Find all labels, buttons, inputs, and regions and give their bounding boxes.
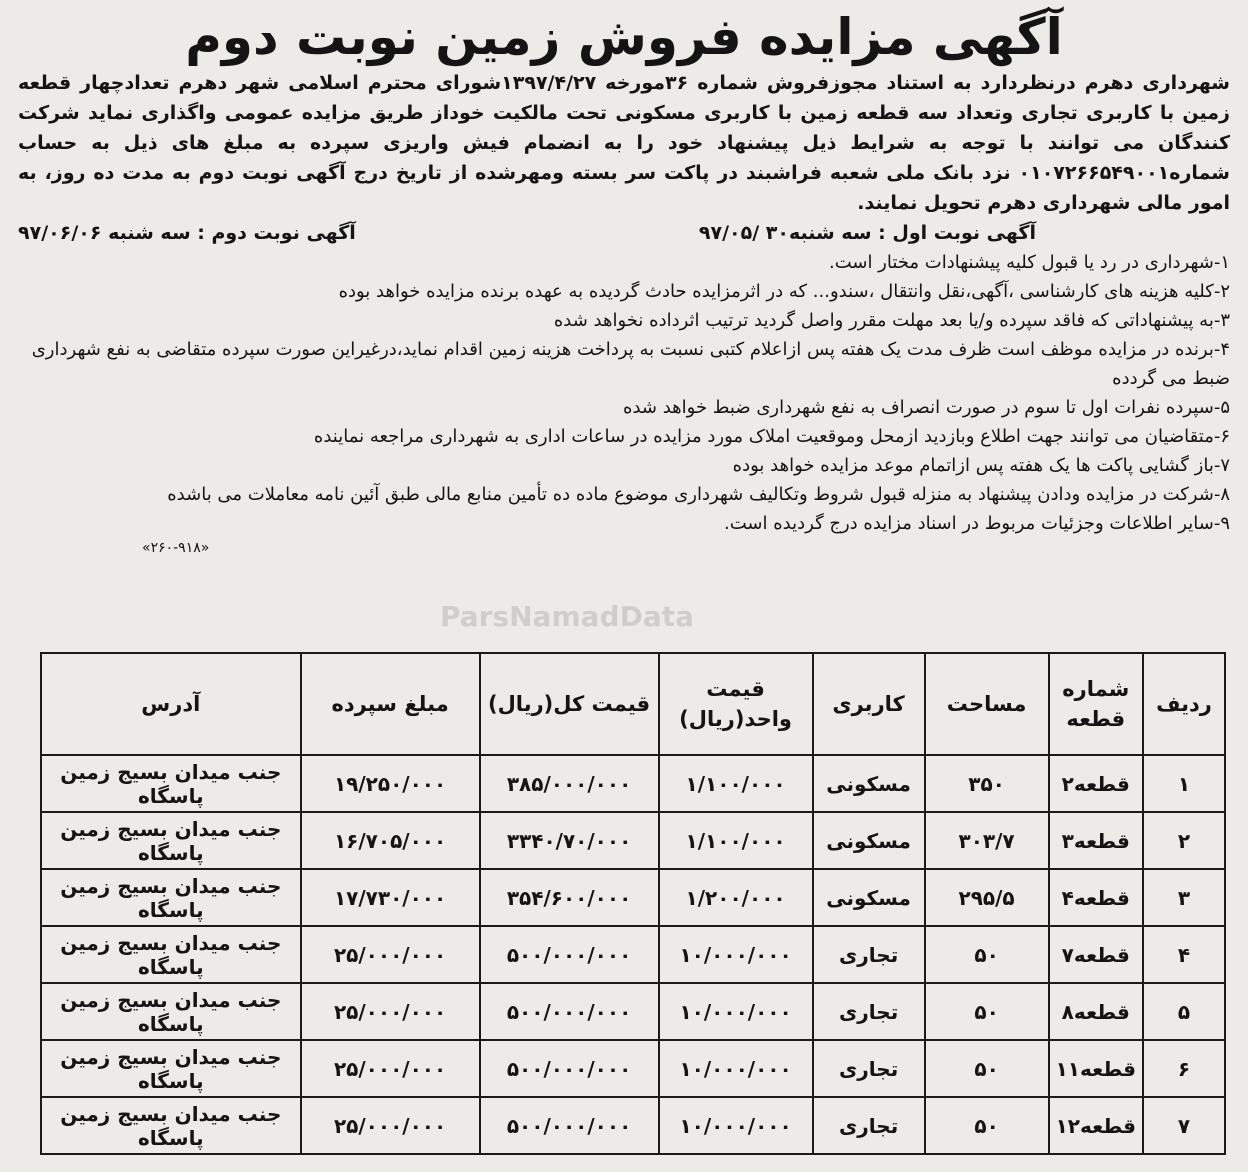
cell-deposit: ۱۷/۷۳۰/۰۰۰ (301, 869, 480, 926)
cell-plot-number: قطعه۸ (1049, 983, 1143, 1040)
cell-deposit: ۲۵/۰۰۰/۰۰۰ (301, 1040, 480, 1097)
cell-unit-price: ۱/۱۰۰/۰۰۰ (659, 812, 813, 869)
cell-land-use: مسکونی (813, 812, 925, 869)
header-area: مساحت (925, 653, 1049, 755)
cell-area: ۵۰ (925, 1040, 1049, 1097)
term-item: ۷-باز گشایی پاکت ها یک هفته پس ازاتمام موعد مزایده خواهد بوده (732, 455, 1230, 476)
cell-unit-price: ۱۰/۰۰۰/۰۰۰ (659, 1097, 813, 1154)
cell-address: جنب میدان بسیج زمین پاسگاه (41, 869, 301, 926)
cell-land-use: تجاری (813, 1040, 925, 1097)
table-row (41, 983, 1225, 1040)
cell-area: ۵۰ (925, 926, 1049, 983)
cell-deposit: ۲۵/۰۰۰/۰۰۰ (301, 926, 480, 983)
cell-total-price: ۳۸۵/۰۰۰/۰۰۰ (480, 755, 659, 812)
term-item: ۸-شرکت در مزایده ودادن پیشنهاد به منزله قبول شروط وتکالیف شهرداری موضوع ماده ده تأمین منابع مالی طبق آئین نامه معاملات می باشده (167, 484, 1230, 505)
terms-list (18, 248, 1230, 538)
notice-dates (18, 218, 1036, 248)
cell-row-number: ۷ (1143, 1097, 1225, 1154)
cell-unit-price: ۱/۲۰۰/۰۰۰ (659, 869, 813, 926)
cell-plot-number: قطعه۲ (1049, 755, 1143, 812)
cell-total-price: ۵۰۰/۰۰۰/۰۰۰ (480, 1097, 659, 1154)
term-item: ۵-سپرده نفرات اول تا سوم در صورت انصراف به نفع شهرداری ضبط خواهد شده (623, 397, 1230, 418)
cell-deposit: ۲۵/۰۰۰/۰۰۰ (301, 1097, 480, 1154)
cell-area: ۳۵۰ (925, 755, 1049, 812)
cell-unit-price: ۱۰/۰۰۰/۰۰۰ (659, 926, 813, 983)
cell-deposit: ۱۶/۷۰۵/۰۰۰ (301, 812, 480, 869)
table-row (41, 926, 1225, 983)
header-row-number: ردیف (1143, 653, 1225, 755)
cell-row-number: ۶ (1143, 1040, 1225, 1097)
term-item: ۳-به پیشنهاداتی که فاقد سپرده و/یا بعد مهلت مقرر واصل گردید ترتیب اثرداده نخواهد شده (553, 310, 1230, 331)
table-row (41, 1097, 1225, 1154)
watermark: ParsNamadData (440, 600, 694, 633)
cell-land-use: تجاری (813, 926, 925, 983)
term-item: ۴-برنده در مزایده موظف است ظرف مدت یک هفته پس ازاعلام کتبی نسبت به پرداخت هزینه زمین اقدام نماید،درغیراین صورت سپرده متقاضی به نفع شهرداری ضبط می گردده (31, 339, 1230, 389)
cell-land-use: تجاری (813, 1097, 925, 1154)
cell-total-price: ۵۰۰/۰۰۰/۰۰۰ (480, 926, 659, 983)
table-row (41, 755, 1225, 812)
cell-total-price: ۳۳۴۰/۷۰/۰۰۰ (480, 812, 659, 869)
cell-row-number: ۲ (1143, 812, 1225, 869)
cell-row-number: ۴ (1143, 926, 1225, 983)
notice-title: آگهی مزایده فروش زمین نوبت دوم (185, 8, 1063, 66)
cell-unit-price: ۱/۱۰۰/۰۰۰ (659, 755, 813, 812)
cell-row-number: ۵ (1143, 983, 1225, 1040)
lots-table (40, 652, 1226, 1155)
cell-address: جنب میدان بسیج زمین پاسگاه (41, 1040, 301, 1097)
notice-code: «۲۶۰-۹۱۸» (142, 540, 210, 556)
cell-area: ۵۰ (925, 983, 1049, 1040)
cell-plot-number: قطعه۷ (1049, 926, 1143, 983)
table-row (41, 869, 1225, 926)
term-item: ۱-شهرداری در رد یا قبول کلیه پیشنهادات مختار است. (828, 252, 1230, 273)
cell-unit-price: ۱۰/۰۰۰/۰۰۰ (659, 983, 813, 1040)
notice-intro: شهرداری دهرم درنظردارد به استناد مجوزفروش شماره ۳۶مورخه ۱۳۹۷/۴/۲۷شورای محترم اسلامی شهر دهرم تعدادچهار قطعه زمین با کاربری تجاری وتعداد سه قطعه زمین با کاربری مسکونی تحت مالکیت خوداز طریق مزایده عمومی واگذاری نماید شرکت کنندگان می توانند با توجه به شرایط ذیل پیشنهاد خود را به انضمام فیش واریزی سپرده به مبلغ های ذیل به حساب شماره۰۱۰۷۲۶۶۵۴۹۰۰۱ نزد بانک ملی شعبه فراشبند در پاکت سر بسته ومهرشده از تاریخ درج آگهی نوبت دوم به مدت ده روز، به امور مالی شهرداری دهرم تحویل نمایند. (18, 72, 1230, 214)
table-body (41, 755, 1225, 1154)
cell-address: جنب میدان بسیج زمین پاسگاه (41, 1097, 301, 1154)
term-item: ۲-کلیه هزینه های کارشناسی ،آگهی،نقل وانتقال ،سندو... که در اثرمزایده حادث گردیده به عهده برنده مزایده خواهد بوده (338, 281, 1230, 302)
cell-row-number: ۳ (1143, 869, 1225, 926)
cell-plot-number: قطعه۱۲ (1049, 1097, 1143, 1154)
cell-address: جنب میدان بسیج زمین پاسگاه (41, 926, 301, 983)
cell-total-price: ۵۰۰/۰۰۰/۰۰۰ (480, 983, 659, 1040)
header-land-use: کاربری (813, 653, 925, 755)
cell-address: جنب میدان بسیج زمین پاسگاه (41, 755, 301, 812)
cell-land-use: تجاری (813, 983, 925, 1040)
cell-unit-price: ۱۰/۰۰۰/۰۰۰ (659, 1040, 813, 1097)
cell-plot-number: قطعه۱۱ (1049, 1040, 1143, 1097)
cell-total-price: ۵۰۰/۰۰۰/۰۰۰ (480, 1040, 659, 1097)
cell-deposit: ۲۵/۰۰۰/۰۰۰ (301, 983, 480, 1040)
cell-deposit: ۱۹/۲۵۰/۰۰۰ (301, 755, 480, 812)
cell-plot-number: قطعه۳ (1049, 812, 1143, 869)
cell-total-price: ۳۵۴/۶۰۰/۰۰۰ (480, 869, 659, 926)
cell-address: جنب میدان بسیج زمین پاسگاه (41, 983, 301, 1040)
second-notice-date: آگهی نوبت دوم : سه شنبه ۹۷/۰۶/۰۶ (18, 222, 356, 244)
term-item: ۶-متقاضیان می توانند جهت اطلاع وبازدید ازمحل وموقعیت املاک مورد مزایده در ساعات اداری به شهرداری مراجعه نماینده (313, 426, 1230, 447)
cell-plot-number: قطعه۴ (1049, 869, 1143, 926)
table-row (41, 1040, 1225, 1097)
cell-land-use: مسکونی (813, 755, 925, 812)
term-item: ۹-سایر اطلاعات وجزئیات مربوط در اسناد مزایده درج گردیده است. (724, 513, 1230, 534)
header-address: آدرس (41, 653, 301, 755)
cell-land-use: مسکونی (813, 869, 925, 926)
cell-area: ۳۰۳/۷ (925, 812, 1049, 869)
cell-area: ۵۰ (925, 1097, 1049, 1154)
header-plot-number: شماره قطعه (1049, 653, 1143, 755)
table-header-row (41, 653, 1225, 755)
header-unit-price: قیمت واحد(ریال) (659, 653, 813, 755)
table-row (41, 812, 1225, 869)
header-total-price: قیمت کل(ریال) (480, 653, 659, 755)
cell-row-number: ۱ (1143, 755, 1225, 812)
cell-address: جنب میدان بسیج زمین پاسگاه (41, 812, 301, 869)
cell-area: ۲۹۵/۵ (925, 869, 1049, 926)
first-notice-date: آگهی نوبت اول : سه شنبه۳۰ /۹۷/۰۵ (698, 222, 1036, 244)
header-deposit: مبلغ سپرده (301, 653, 480, 755)
